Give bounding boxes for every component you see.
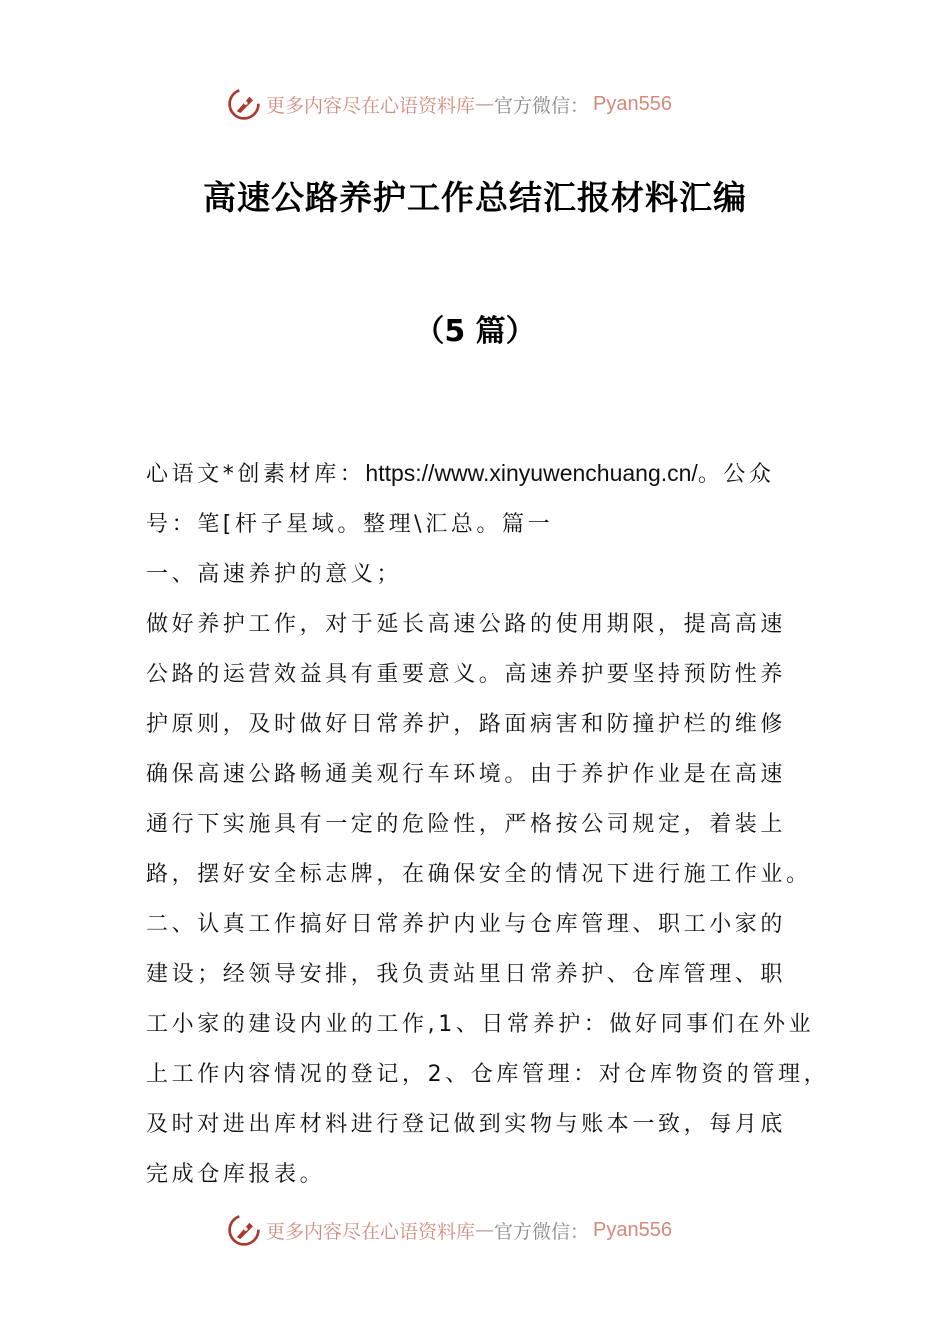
source-prefix: 心语文*创素材库： (146, 462, 366, 487)
body-line: 公路的运营效益具有重要意义。高速养护要坚持预防性养 (146, 662, 787, 687)
banner-wechat-id: Pyan556 (593, 1218, 672, 1241)
body-line (146, 448, 811, 500)
body-line: 建设；经领导安排，我负责站里日常养护、仓库管理、职 (146, 962, 787, 987)
banner-wechat-label: 官方微信： (494, 1220, 590, 1243)
body-line: 通行下实施具有一定的危险性，严格按公司规定，着装上 (146, 812, 787, 837)
body-line: 完成仓库报表。 (146, 1162, 326, 1187)
body-line: 做好养护工作，对于延长高速公路的使用期限，提高高速 (146, 612, 787, 637)
footer-banner (226, 1208, 726, 1252)
source-suffix: 。公众 (697, 462, 775, 487)
banner-dash: — (475, 93, 495, 115)
body-line: 护原则，及时做好日常养护，路面病害和防撞护栏的维修 (146, 712, 787, 737)
body-line: 确保高速公路畅通美观行车环境。由于养护作业是在高速 (146, 762, 787, 787)
body-line: 号：笔[杆子星域。整理\汇总。篇一 (146, 512, 554, 537)
document-title: 高速公路养护工作总结汇报材料汇编 (203, 178, 747, 217)
body-line: 上工作内容情况的登记，2、仓库管理：对仓库物资的管理， (146, 1062, 830, 1087)
body-line: 工小家的建设内业的工作,1、日常养护：做好同事们在外业 (146, 1012, 815, 1037)
document-subtitle: （5 篇） (414, 314, 536, 349)
source-url[interactable]: https://www.xinyuwenchuang.cn/ (365, 460, 698, 486)
banner-wechat-id: Pyan556 (593, 92, 672, 115)
pen-nib-logo-icon (226, 1212, 262, 1248)
banner-dash: — (475, 1219, 495, 1241)
banner-wechat-label: 官方微信： (494, 94, 590, 117)
document-body (146, 448, 830, 1200)
pen-nib-logo-icon (226, 86, 262, 122)
body-line: 及时对进出库材料进行登记做到实物与账本一致，每月底 (146, 1112, 787, 1137)
header-banner (226, 82, 726, 126)
section-heading: 二、认真工作搞好日常养护内业与仓库管理、职工小家的 (146, 912, 787, 937)
banner-slogan: 更多内容尽在心语资料库 (266, 1220, 476, 1243)
banner-slogan: 更多内容尽在心语资料库 (266, 94, 476, 117)
section-heading: 一、高速养护的意义； (146, 562, 403, 587)
body-line: 路，摆好安全标志牌，在确保安全的情况下进行施工作业。 (146, 862, 812, 887)
